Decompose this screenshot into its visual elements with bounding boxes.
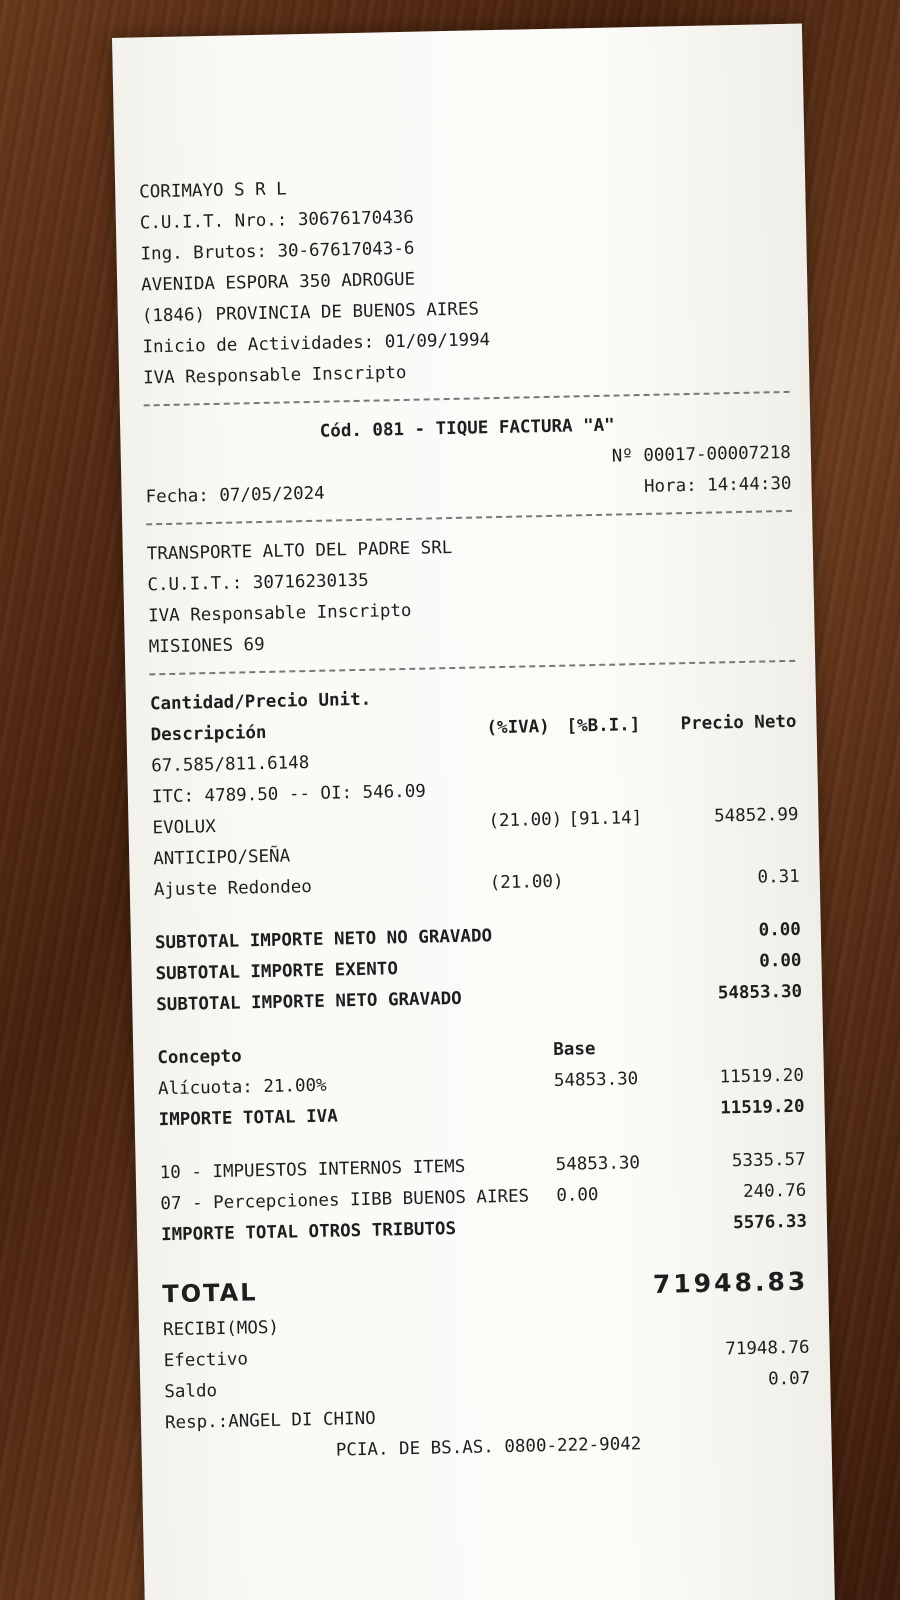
item-qty-line: 67.585/811.6148 [151, 753, 310, 777]
divider [149, 660, 795, 676]
perception-label: 07 - Percepciones IIBB BUENOS AIRES [160, 1186, 530, 1215]
perception-base: 0.00 [556, 1185, 599, 1206]
internal-taxes-base: 54853.30 [555, 1153, 641, 1175]
other-taxes-total-label: IMPORTE TOTAL OTROS TRIBUTOS [160, 1219, 457, 1246]
invoice-header [144, 407, 792, 514]
iva-rate-label: Alícuota: 21.00% [157, 1075, 327, 1100]
divider [146, 510, 792, 526]
customer-iva-condition: IVA Responsable Inscripto [147, 600, 412, 627]
customer-name: TRANSPORTE ALTO DEL PADRE SRL [146, 537, 453, 565]
item-iva: (21.00) [488, 809, 563, 832]
invoice-number: Nº 00017-00007218 [611, 442, 792, 467]
invoice-date: Fecha: 07/05/2024 [145, 483, 325, 508]
other-taxes-total-value: 5576.33 [732, 1211, 808, 1234]
subtotal-no-gravado-label: SUBTOTAL IMPORTE NETO NO GRAVADO [154, 926, 493, 954]
header-net: Precio Neto [680, 711, 797, 735]
issuer-cuit: C.U.I.T. Nro.: 30676170436 [139, 207, 414, 234]
issuer-province: (1846) PROVINCIA DE BUENOS AIRES [141, 299, 480, 327]
iva-rate-base: 54853.30 [553, 1069, 639, 1091]
header-description: Descripción [150, 722, 267, 746]
received-label: RECIBI(MOS) [162, 1317, 280, 1341]
header-bi: [%B.I.] [566, 715, 641, 737]
other-taxes [159, 1145, 807, 1252]
receipt [112, 24, 835, 1600]
subtotal-exento-label: SUBTOTAL IMPORTE EXENTO [155, 959, 399, 985]
header-qty-price: Cantidad/Precio Unit. [149, 689, 372, 715]
customer-address: MISIONES 69 [148, 634, 265, 658]
items-table [150, 676, 800, 906]
header-iva: (%IVA) [486, 716, 550, 739]
issuer-start-activities: Inicio de Actividades: 01/09/1994 [142, 330, 491, 358]
invoice-code: Cód. 081 - TIQUE FACTURA "A" [319, 415, 615, 442]
item-name: EVOLUX [152, 817, 216, 839]
issuer-iva-condition: IVA Responsable Inscripto [142, 362, 407, 389]
total-label: TOTAL [162, 1277, 258, 1308]
totals-block [162, 1260, 812, 1470]
perception-amount: 240.76 [742, 1180, 807, 1203]
issuer-address: AVENIDA ESPORA 350 ADROGUE [140, 269, 416, 296]
cash-value: 71948.76 [725, 1337, 810, 1360]
customer-block [147, 526, 795, 664]
iva-rate-amount: 11519.20 [719, 1065, 805, 1088]
responsible: Resp.:ANGEL DI CHINO [164, 1408, 376, 1434]
rounding-label: Ajuste Redondeo [153, 877, 313, 901]
issuer-block [139, 164, 789, 394]
item-itc-line: ITC: 4789.50 -- OI: 546.09 [151, 781, 426, 808]
internal-taxes-label: 10 - IMPUESTOS INTERNOS ITEMS [159, 1156, 466, 1184]
item-bi: [91.14] [568, 808, 643, 830]
base-label: Base [553, 1039, 596, 1060]
footer-phone: PCIA. DE BS.AS. 0800-222-9042 [335, 1434, 642, 1461]
iva-breakdown [157, 1030, 805, 1137]
iva-total-value: 11519.20 [720, 1096, 805, 1119]
rounding-net: 0.31 [757, 866, 800, 888]
concept-label: Concepto [157, 1046, 242, 1069]
rounding-iva: (21.00) [489, 871, 564, 894]
subtotal-gravado-value: 54853.30 [717, 981, 803, 1004]
issuer-ingresos-brutos: Ing. Brutos: 30-67617043-6 [140, 238, 415, 265]
balance-value: 0.07 [767, 1368, 811, 1390]
subtotal-no-gravado-value: 0.00 [758, 919, 802, 941]
total-value: 71948.83 [652, 1266, 809, 1299]
subtotal-exento-value: 0.00 [759, 950, 802, 972]
cash-label: Efectivo [163, 1349, 249, 1372]
iva-total-label: IMPORTE TOTAL IVA [158, 1106, 338, 1131]
subtotal-gravado-label: SUBTOTAL IMPORTE NETO GRAVADO [156, 988, 462, 1016]
issuer-name: CORIMAYO S R L [139, 179, 287, 203]
item-advance: ANTICIPO/SEÑA [152, 846, 291, 870]
customer-cuit: C.U.I.T.: 30716230135 [147, 570, 369, 596]
internal-taxes-amount: 5335.57 [731, 1149, 806, 1172]
invoice-time: Hora: 14:44:30 [643, 473, 792, 497]
subtotals-block [155, 915, 803, 1022]
divider [144, 391, 790, 407]
item-net: 54852.99 [713, 804, 799, 827]
balance-label: Saldo [164, 1381, 218, 1403]
